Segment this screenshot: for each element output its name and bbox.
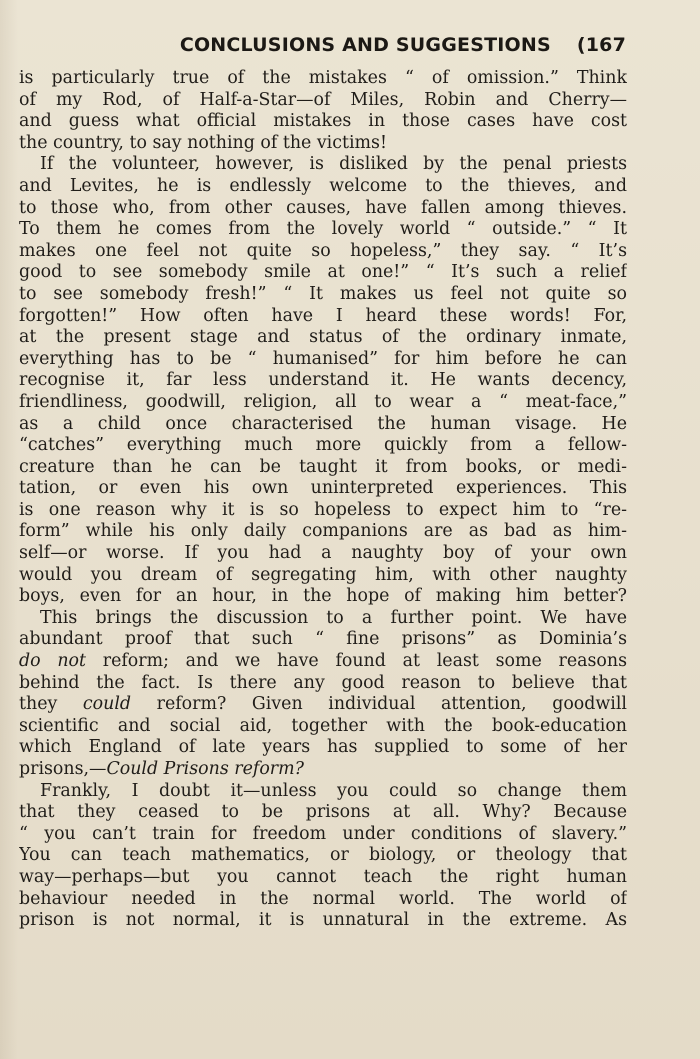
text-line — [19, 651, 627, 673]
text-line — [19, 694, 627, 716]
text-line: “catches” everything much more quickly from a fellow- — [19, 435, 627, 456]
text-span: reform? Given individual attention, goodwill — [131, 694, 627, 715]
text-line: “ you can’t train for freedom under conditions of slavery.” — [19, 823, 627, 844]
text-line: at the present stage and status of the ordinary inmate, — [19, 327, 627, 348]
text-line: behind the fact. Is there any good reason to believe that — [19, 672, 627, 693]
text-line: This brings the discussion to a further point. We have — [40, 607, 627, 628]
text-line: of my Rod, of Half-a-Star—of Miles, Robin and Cherry— — [19, 89, 627, 110]
text-line: forgotten!” How often have I heard these words! For, — [19, 305, 627, 326]
text-line: to see somebody fresh!” “ It makes us feel not quite so — [19, 283, 627, 304]
text-line: scientific and social aid, together with the book-education — [19, 715, 627, 736]
italic-text: do not — [19, 651, 87, 672]
text-line: boys, even for an hour, in the hope of making him better? — [19, 586, 627, 607]
text-line: behaviour needed in the normal world. The world of — [19, 888, 627, 909]
text-line: friendliness, goodwill, religion, all to wear a “ meat-face,” — [19, 391, 627, 412]
text-line: way—perhaps—but you cannot teach the right human — [19, 866, 627, 887]
text-line — [19, 759, 627, 781]
text-line: prison is not normal, it is unnatural in the extreme. As — [19, 910, 627, 931]
text-line: good to see somebody smile at one!” “ It’s such a relief — [19, 262, 627, 283]
text-line: as a child once characterised the human visage. He — [19, 413, 627, 434]
text-line: is one reason why it is so hopeless to expect him to “re- — [19, 499, 627, 520]
text-span: they — [19, 694, 83, 715]
italic-text: could — [82, 694, 132, 715]
text-line: tation, or even his own uninterpreted experiences. This — [19, 478, 627, 499]
text-line: everything has to be “ humanised” for him before he can — [19, 348, 627, 369]
text-line: would you dream of segregating him, with other naughty — [19, 564, 627, 585]
text-span: reform; and we have found at least some reasons — [86, 651, 627, 672]
text-line: self—or worse. If you had a naughty boy of your own — [19, 543, 627, 564]
text-line: to those who, from other causes, have fallen among thieves. — [19, 197, 627, 218]
text-line: To them he comes from the lovely world “ outside.” “ It — [19, 219, 627, 240]
text-line: which England of late years has supplied to some of her — [19, 737, 627, 758]
text-line: You can teach mathematics, or biology, or theology that — [19, 845, 627, 866]
text-line: and Levites, he is endlessly welcome to the thieves, and — [19, 175, 627, 196]
text-span: prisons,— — [19, 759, 107, 779]
text-line: recognise it, far less understand it. He wants decency, — [19, 370, 627, 391]
text-line: abundant proof that such “ fine prisons” as Dominia’s — [19, 629, 627, 650]
text-line: makes one feel not quite so hopeless,” they say. “ It’s — [19, 240, 627, 261]
text-line: Frankly, I doubt it—unless you could so change them — [40, 780, 627, 801]
running-header — [0, 34, 626, 56]
text-line: form” while his only daily companions are as bad as him- — [19, 521, 627, 542]
text-line: and guess what official mistakes in those cases have cost — [19, 111, 627, 132]
text-line: that they ceased to be prisons at all. Why? Because — [19, 802, 627, 823]
italic-text: Could Prisons reform? — [106, 759, 304, 779]
text-line: creature than he can be taught it from books, or medi- — [19, 456, 627, 477]
body-text — [19, 68, 627, 932]
text-line: If the volunteer, however, is disliked by the penal priests — [40, 154, 627, 175]
text-line: the country, to say nothing of the victims! — [19, 132, 387, 153]
page-number: (167 — [576, 34, 626, 56]
running-title: CONCLUSIONS AND SUGGESTIONS — [179, 34, 551, 56]
text-line: is particularly true of the mistakes “ of omission.” Think — [19, 68, 627, 88]
